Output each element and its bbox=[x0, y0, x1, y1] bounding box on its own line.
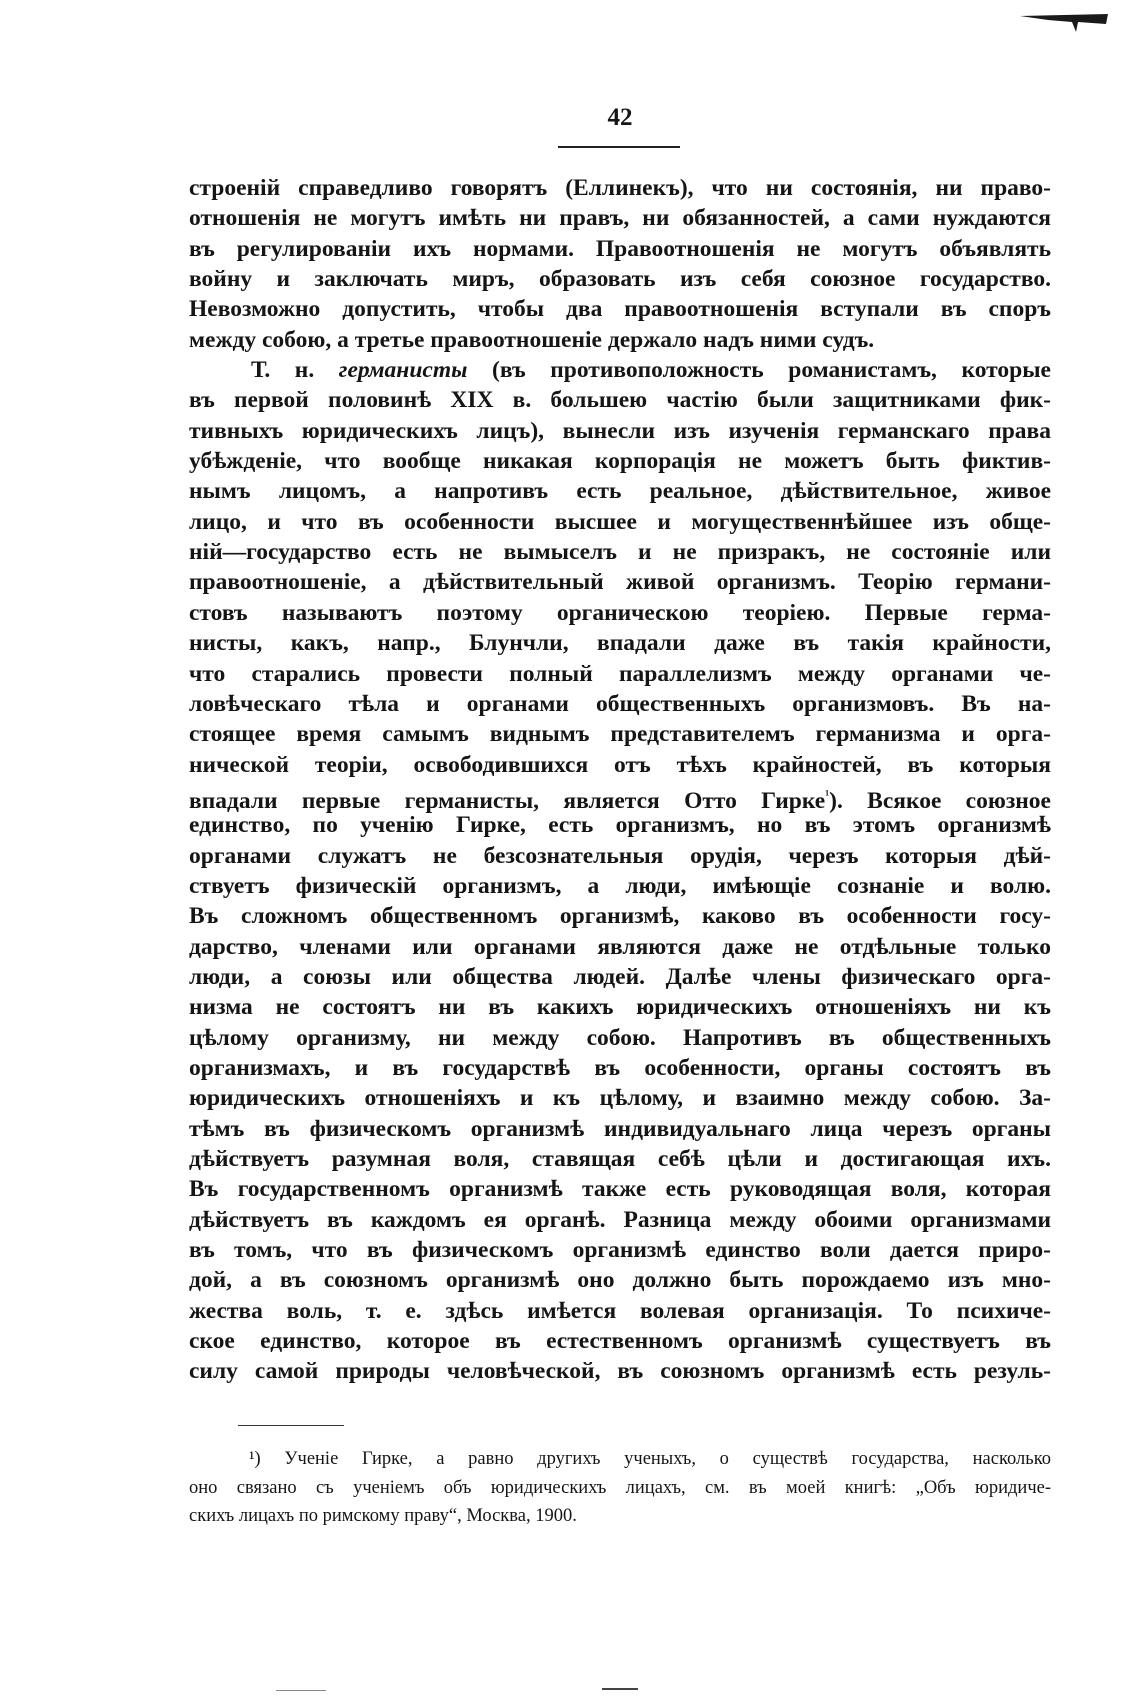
footnote-line bbox=[189, 1445, 1051, 1474]
footnote bbox=[189, 1445, 1051, 1531]
text-line: войну и заключать миръ, образовать изъ себя союзное государство. bbox=[189, 266, 1051, 293]
text-line: Невозможно допустить, чтобы два правоотношенія вступали въ споръ bbox=[189, 296, 1051, 323]
text-line: стоящее время самымъ виднымъ представителемъ германизма и орга- bbox=[189, 721, 1051, 748]
text-line: ній—государство есть не вымыселъ и не призракъ, не состояніе или bbox=[189, 539, 1051, 566]
text-line: силу самой природы человѣческой, въ союзномъ организмѣ есть резуль- bbox=[189, 1358, 1051, 1385]
text-line: въ томъ, что въ физическомъ организмѣ единство воли дается приро- bbox=[189, 1237, 1051, 1264]
paragraph-start-line bbox=[189, 355, 1051, 385]
text-line: ское единство, которое въ естественномъ организмѣ существуетъ въ bbox=[189, 1328, 1051, 1355]
text-line: ствуетъ физическій организмъ, а люди, имѣющіе сознаніе и волю. bbox=[189, 872, 1051, 899]
text-line: организмахъ, и въ государствѣ въ особенности, органы состоятъ въ bbox=[189, 1054, 1051, 1081]
text-line: органами служатъ не безсознательныя орудія, черезъ которыя дѣй- bbox=[189, 842, 1051, 869]
scan-artifact-mark bbox=[1018, 12, 1110, 34]
text-line: ловѣческаго тѣла и органами общественныхъ организмовъ. Въ на- bbox=[189, 690, 1051, 717]
text-line: жества воль, т. е. здѣсь имѣется волевая организація. То психиче- bbox=[189, 1297, 1051, 1324]
footnote-separator bbox=[238, 1425, 344, 1426]
text-fragment: Т. н. bbox=[251, 357, 339, 384]
footnote-reference-line bbox=[189, 780, 1051, 814]
text-line: нисты, какъ, напр., Блунчли, впадали даже въ такія крайности, bbox=[189, 630, 1051, 657]
footnote-line: скихъ лицахъ по римскому праву“, Москва, 1900. bbox=[189, 1506, 577, 1526]
italic-term: германисты bbox=[338, 357, 468, 384]
text-line: цѣлому организму, ни между собою. Напротивъ въ общественныхъ bbox=[189, 1024, 1051, 1051]
text-line: строеній справедливо говорятъ (Еллинекъ), что ни состоянія, ни право- bbox=[189, 175, 1051, 201]
text-line: убѣжденіе, что вообще никакая корпорація не можетъ быть фиктив- bbox=[189, 448, 1051, 475]
text-line: правоотношеніе, а дѣйствительный живой организмъ. Теорію германи- bbox=[189, 569, 1051, 596]
scan-artifact-dash bbox=[276, 1690, 326, 1691]
footnote-marker: ¹) bbox=[249, 1449, 261, 1469]
text-line: между собою, а третье правоотношеніе держало надъ ними судъ. bbox=[189, 326, 875, 353]
text-line: дой, а въ союзномъ организмѣ оно должно быть порождаемо изъ мно- bbox=[189, 1267, 1051, 1294]
text-line: нической теоріи, освободившихся отъ тѣхъ крайностей, въ которыя bbox=[189, 751, 1051, 778]
text-fragment: Ученіе Гирке, а равно другихъ ученыхъ, о существѣ государства, насколько bbox=[260, 1449, 1051, 1469]
text-line: единство, по ученію Гирке, есть организмъ, но въ этомъ организмѣ bbox=[189, 812, 1051, 839]
text-line: низма не состоятъ ни въ какихъ юридическихъ отношеніяхъ ни къ bbox=[189, 994, 1051, 1021]
text-line: дѣйствуетъ въ каждомъ ея органѣ. Разница между обоими организмами bbox=[189, 1206, 1051, 1233]
text-line: люди, а союзы или общества людей. Далѣе члены физическаго орга- bbox=[189, 963, 1051, 990]
text-line: Въ государственномъ организмѣ также есть руководящая воля, которая bbox=[189, 1176, 1051, 1203]
text-line: дѣйствуетъ разумная воля, ставящая себѣ цѣли и достигающая ихъ. bbox=[189, 1146, 1051, 1172]
text-line: Въ сложномъ общественномъ организмѣ, каково въ особенности госу- bbox=[189, 903, 1051, 930]
text-line: тѣмъ въ физическомъ организмѣ индивидуальнаго лица черезъ органы bbox=[189, 1115, 1051, 1142]
text-line: нымъ лицомъ, а напротивъ есть реальное, дѣйствительное, живое bbox=[189, 478, 1051, 505]
text-line: лицо, и что въ особенности высшее и могущественнѣйшее изъ обще- bbox=[189, 508, 1051, 535]
text-line: юридическихъ отношеніяхъ и къ цѣлому, и взаимно между собою. За- bbox=[189, 1085, 1051, 1112]
scan-artifact-rule bbox=[602, 1688, 638, 1690]
page-number: 42 bbox=[607, 104, 633, 131]
main-text bbox=[189, 173, 1051, 1387]
text-line: отношенія не могутъ имѣть ни правъ, ни обязанностей, а сами нуждаются bbox=[189, 205, 1051, 232]
text-line: стовъ называютъ поэтому органическою теоріею. Первые герма- bbox=[189, 599, 1051, 626]
header-rule bbox=[558, 146, 680, 148]
text-fragment: ). Всякое союзное bbox=[829, 787, 1051, 814]
text-fragment: впадали первые германисты, является Отто Гирке bbox=[189, 787, 826, 814]
footnote-line: оно связано съ ученіемъ объ юридическихъ лицахъ, см. въ моей книгѣ: „Объ юридиче- bbox=[189, 1477, 1051, 1498]
text-line: что старались провести полный параллелизмъ между органами че- bbox=[189, 660, 1051, 687]
text-fragment: (въ противоположность романистамъ, которые bbox=[467, 357, 1051, 384]
text-line: въ первой половинѣ XIX в. большею частію были защитниками фик- bbox=[189, 387, 1051, 414]
footnote-reference-marker[interactable]: ¹ bbox=[825, 786, 830, 802]
text-line: дарство, членами или органами являются даже не отдѣльные только bbox=[189, 933, 1051, 960]
text-line: тивныхъ юридическихъ лицъ), вынесли изъ изученія германскаго права bbox=[189, 417, 1051, 444]
text-line: въ регулированіи ихъ нормами. Правоотношенія не могутъ объявлять bbox=[189, 235, 1051, 262]
